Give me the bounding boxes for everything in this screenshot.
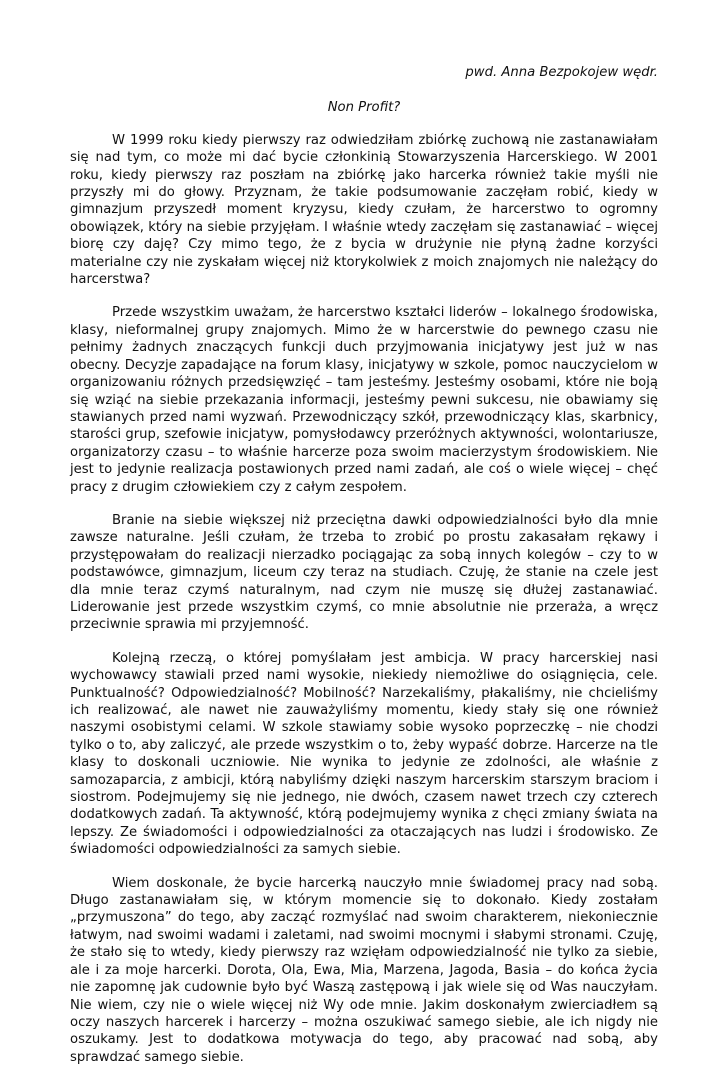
paragraph-5: Wiem doskonale, że bycie harcerką nauczyło mnie świadomej pracy nad sobą. Długo zastanawiałam się, w którym momencie się to dokonało. Kiedy zostałam „przymuszona” do tego, aby zacząć rozmyślać nad swoim charakterem, niekoniecznie łatwym, nad swoimi wadami i zaletami, nad swoimi mocnymi i słabymi stronami. Czuję, że stało się to wtedy, kiedy pierwszy raz wzięłam odpowiedzialność nie tylko za siebie, ale i za moje harcerki. Dorota, Ola, Ewa, Mia, Marzena, Jagoda, Basia – do końca życia nie zapomnę jak cudownie było być Waszą zastępową i jak wiele się od Was nauczyłam. Nie wiem, czy nie o wiele więcej niż Wy ode mnie. Jakim doskonałym zwierciadłem są oczy naszych harcerek i harcerzy – można oszukiwać samego siebie, ale ich nigdy nie oszukamy. Jest to dodatkowa motywacja do tego, aby pracować nad sobą, aby sprawdzać samego siebie. bbox=[70, 875, 658, 1065]
paragraph-4: Kolejną rzeczą, o której pomyślałam jest ambicja. W pracy harcerskiej nasi wychowawcy stawiali przed nami wysokie, niekiedy niemożliwe do osiągnięcia, cele. Punktualność? Odpowiedzialność? Mobilność? Narzekaliśmy, płakaliśmy, nie chcieliśmy ich realizować, ale nawet nie zauważyliśmy momentu, kiedy stały się one również naszymi osobistymi celami. W szkole stawiamy sobie wysoko poprzeczkę – nie chodzi tylko o to, aby zaliczyć, ale przede wszystkim o to, żeby wypaść dobrze. Harcerze na tle klasy to doskonali uczniowie. Nie wynika to jedynie ze zdolności, ale właśnie z samozaparcia, z ambicji, którą nabyliśmy dzięki naszym harcerskim starszym braciom i siostrom. Podejmujemy się nie jednego, nie dwóch, czasem nawet trzech czy czterech dodatkowych zadań. Ta aktywność, którą podejmujemy wynika z chęci zmiany świata na lepszy. Ze świadomości i odpowiedzialności za otaczających nas ludzi i środowisko. Ze świadomości odpowiedzialności za samych siebie. bbox=[70, 650, 658, 858]
document-page bbox=[70, 64, 658, 1066]
paragraph-2: Przede wszystkim uważam, że harcerstwo kształci liderów – lokalnego środowiska, klasy, nieformalnej grupy znajomych. Mimo że w harcerstwie do pewnego czasu nie pełnimy żadnych znaczących funkcji duch przyjmowania inicjatywy jest już w nas obecny. Decyzje zapadające na forum klasy, inicjatywy w szkole, pomoc nauczycielom w organizowaniu różnych przedsięwzięć – tam jesteśmy. Jesteśmy osobami, które nie boją się wziąć na siebie przekazania informacji, jesteśmy pewni sukcesu, nie obawiamy się stawianych przed nami wyzwań. Przewodniczący szkół, przewodniczący klas, skarbnicy, starości grup, szefowie inicjatyw, pomysłodawcy przeróżnych aktywności, wolontariusze, organizatorzy czasu – to właśnie harcerze poza swoim macierzystym środowiskiem. Nie jest to jedynie realizacja postawionych przed nami zadań, ale coś o wiele więcej – chęć pracy z drugim człowiekiem czy z całym zespołem. bbox=[70, 305, 658, 495]
paragraph-1: W 1999 roku kiedy pierwszy raz odwiedziłam zbiórkę zuchową nie zastanawiałam się nad tym, co może mi dać bycie członkinią Stowarzyszenia Harcerskiego. W 2001 roku, kiedy pierwszy raz poszłam na zbiórkę jako harcerka również takie myśli nie przyszły mi do głowy. Przyznam, że takie podsumowanie zaczęłam robić, kiedy w gimnazjum przyszedł moment kryzysu, kiedy czułam, że harcerstwo to ogromny obowiązek, który na siebie przyjęłam. I właśnie wtedy zaczęłam się zastanawiać – więcej biorę czy daję? Czy mimo tego, że z bycia w drużynie nie płyną żadne korzyści materialne czy nie zyskałam więcej niż ktorykolwiek z moich znajomych nie należący do harcerstwa? bbox=[70, 132, 658, 288]
author-line: pwd. Anna Bezpokojew wędr. bbox=[465, 65, 658, 80]
paragraph-3: Branie na siebie większej niż przeciętna dawki odpowiedzialności było dla mnie zawsze naturalne. Jeśli czułam, że trzeba to zrobić po prostu zakasałam rękawy i przystępowałam do realizacji nierzadko pociągając za sobą innych kolegów – czy to w podstawówce, gimnazjum, liceum czy teraz na studiach. Czuję, że stanie na czele jest dla mnie teraz czymś naturalnym, nad czym nie muszę się dłużej zastanawiać. Liderowanie jest przede wszystkim czymś, co mnie absolutnie nie przeraża, a wręcz przeciwnie sprawia mi przyjemność. bbox=[70, 512, 658, 633]
document-title: Non Profit? bbox=[327, 100, 401, 116]
